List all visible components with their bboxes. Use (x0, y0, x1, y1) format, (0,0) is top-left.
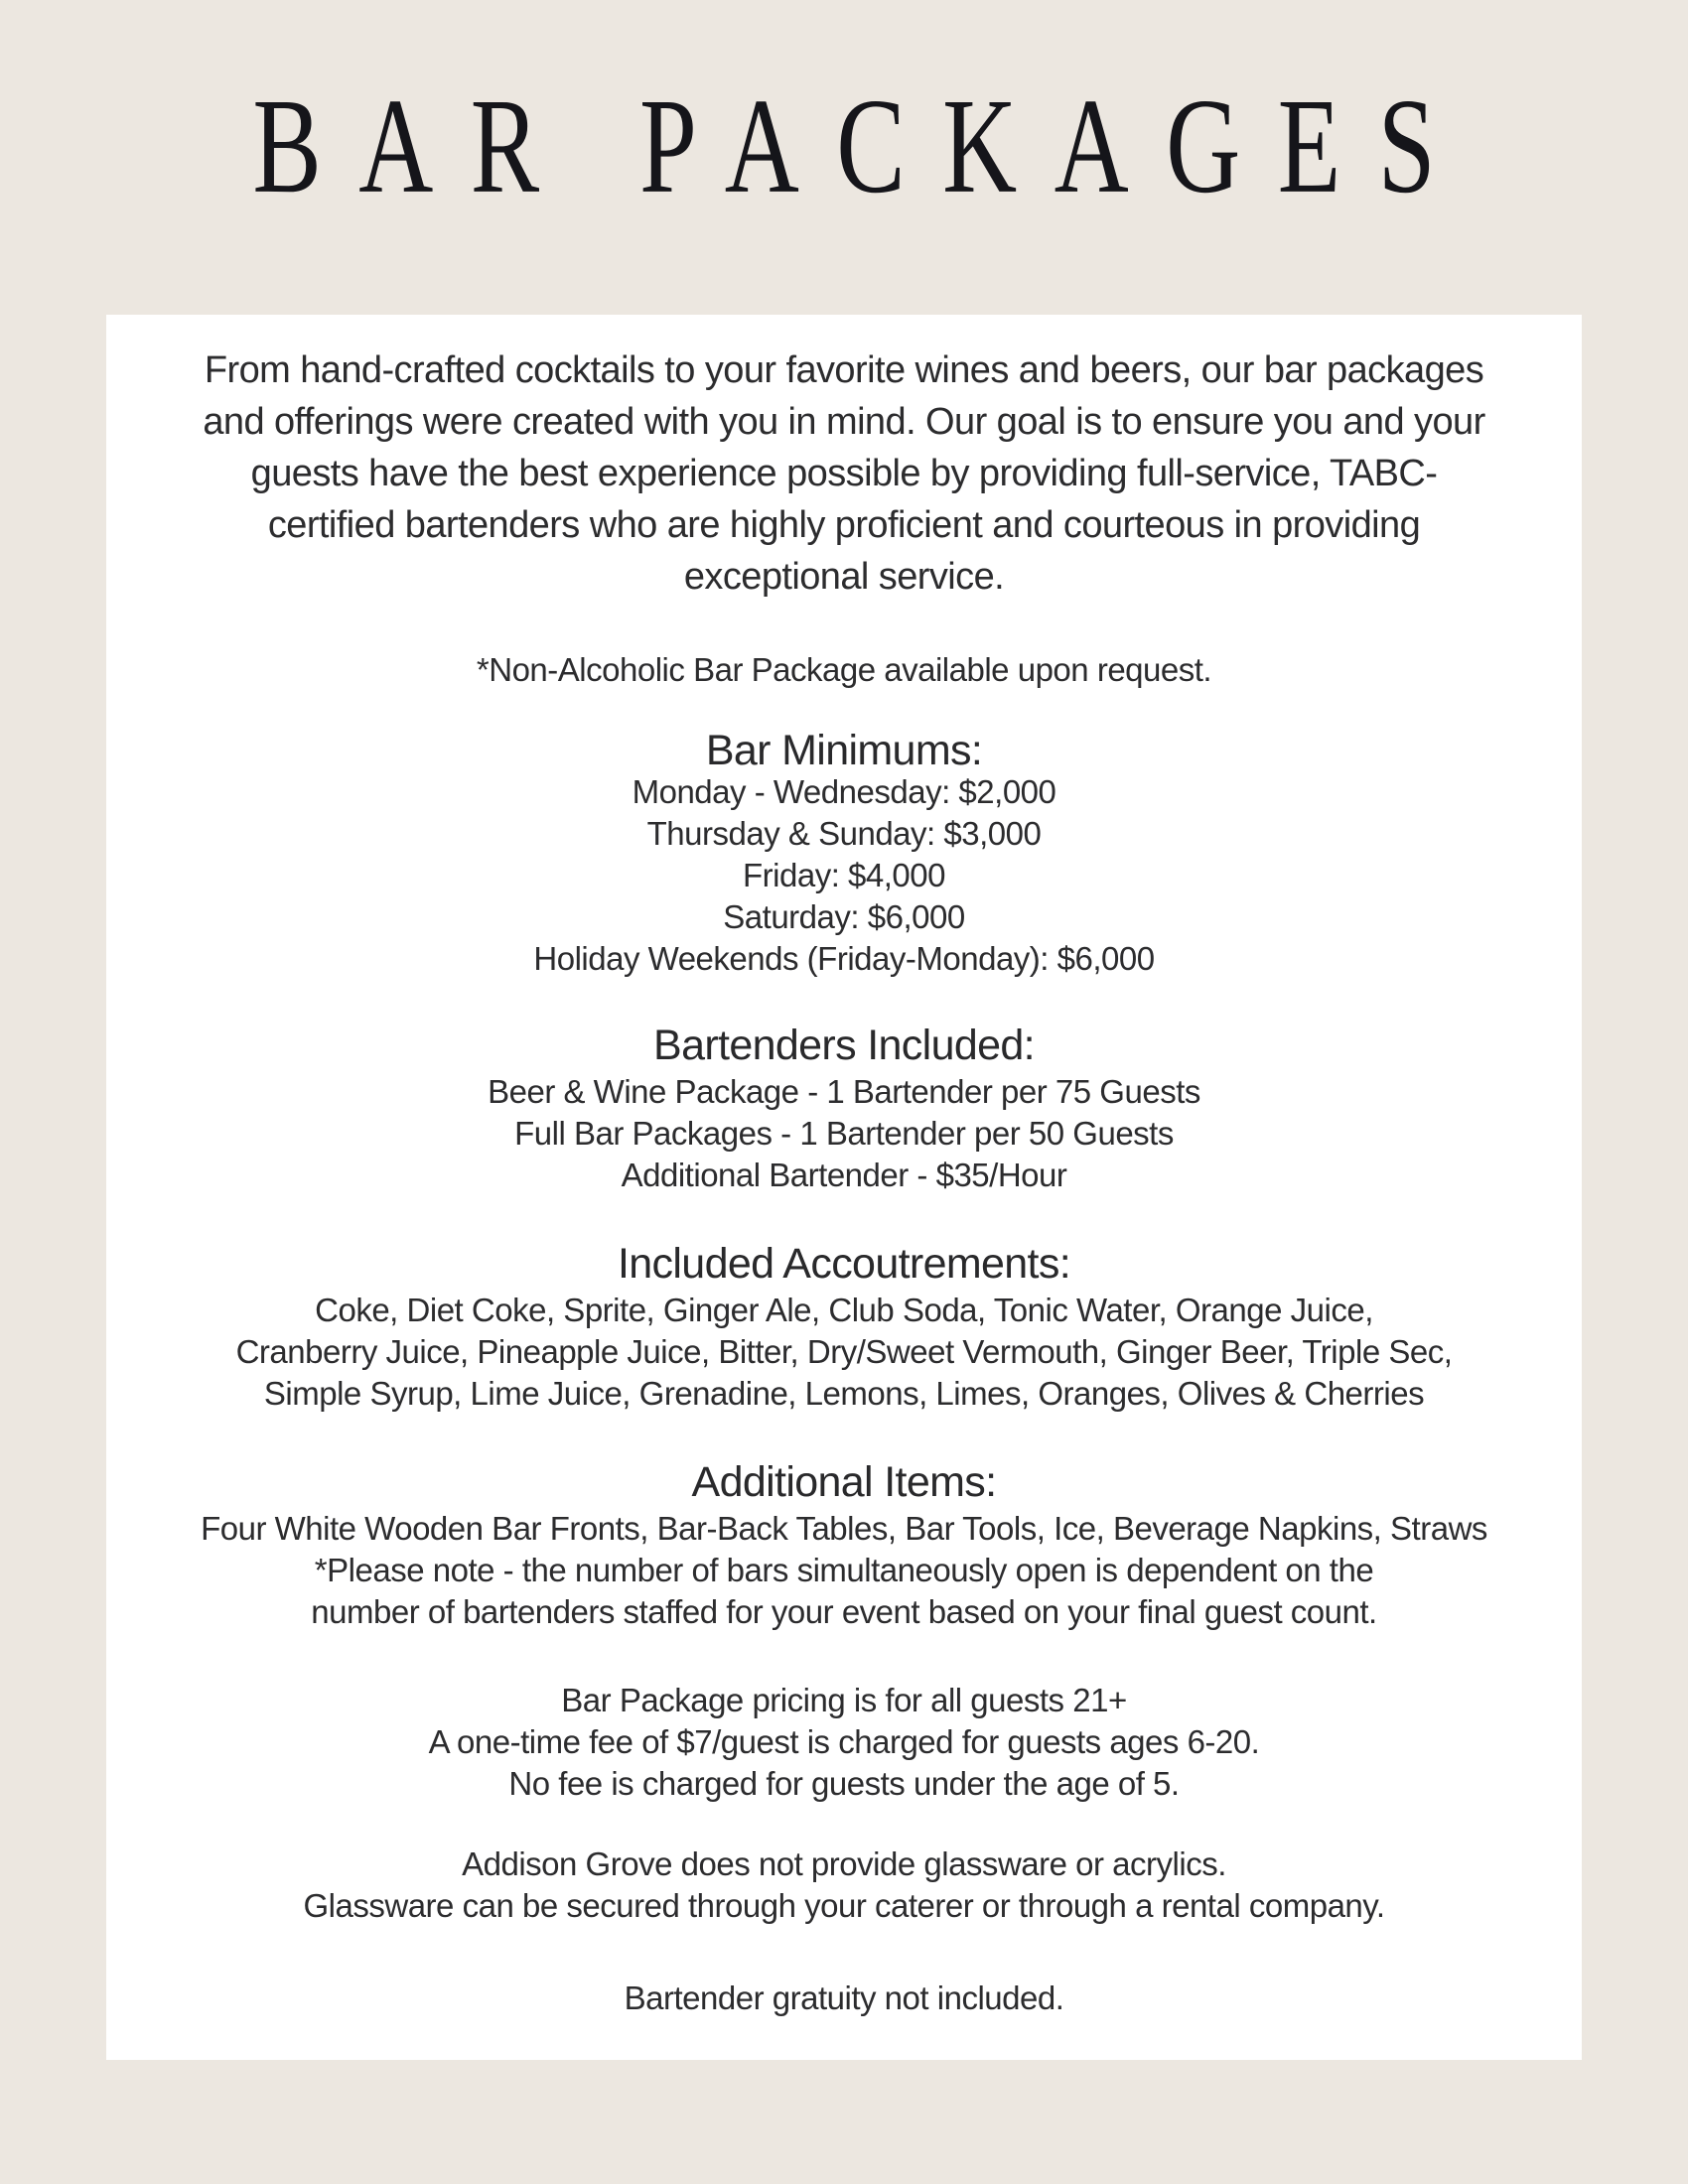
bar-minimum-item: Holiday Weekends (Friday-Monday): $6,000 (533, 940, 1155, 977)
pricing-note-line: Bar Package pricing is for all guests 21+ (561, 1682, 1127, 1718)
additional-item-line: Four White Wooden Bar Fronts, Bar-Back Tables, Bar Tools, Ice, Beverage Napkins, Straws (201, 1510, 1487, 1547)
intro-paragraph (106, 344, 1582, 603)
bartenders-included-list (106, 1071, 1582, 1196)
bartenders-included-heading (106, 1022, 1582, 1069)
intro-line: guests have the best experience possible by providing full-service, TABC- (250, 453, 1438, 494)
pricing-notes (106, 1680, 1582, 1805)
bar-minimum-item: Friday: $4,000 (742, 857, 946, 893)
glassware-notes (106, 1843, 1582, 1927)
gratuity-note-text: Bartender gratuity not included. (624, 1979, 1064, 2016)
bar-minimum-item: Monday - Wednesday: $2,000 (632, 773, 1056, 810)
bartender-item: Additional Bartender - $35/Hour (621, 1157, 1067, 1193)
content-card (106, 315, 1582, 2060)
additional-items-heading (106, 1458, 1582, 1506)
availability-note (106, 649, 1582, 691)
bartender-item: Beer & Wine Package - 1 Bartender per 75 Guests (488, 1073, 1200, 1110)
bar-minimums-list (106, 771, 1582, 980)
intro-line: certified bartenders who are highly proficient and courteous in providing (267, 504, 1421, 546)
additional-item-line: number of bartenders staffed for your event based on your final guest count. (311, 1593, 1377, 1630)
included-accoutrements-heading (106, 1240, 1582, 1288)
accoutrement-line: Coke, Diet Coke, Sprite, Ginger Ale, Club Soda, Tonic Water, Orange Juice, (315, 1292, 1373, 1328)
section-heading-text: Bartenders Included: (653, 1022, 1035, 1069)
accoutrement-line: Cranberry Juice, Pineapple Juice, Bitter, Dry/Sweet Vermouth, Ginger Beer, Triple Sec, (235, 1333, 1453, 1370)
intro-line: and offerings were created with you in mind. Our goal is to ensure you and your (203, 401, 1485, 443)
availability-note-text: *Non-Alcoholic Bar Package available upon request. (476, 651, 1212, 688)
included-accoutrements-list (106, 1290, 1582, 1415)
pricing-note-line: A one-time fee of $7/guest is charged for guests ages 6-20. (428, 1723, 1260, 1760)
bar-minimum-item: Thursday & Sunday: $3,000 (646, 815, 1042, 852)
page-title: BAR PACKAGES (252, 70, 1473, 222)
additional-item-line: *Please note - the number of bars simultaneously open is dependent on the (314, 1552, 1374, 1588)
gratuity-note (106, 1978, 1582, 2019)
glassware-note-line: Glassware can be secured through your caterer or through a rental company. (303, 1887, 1385, 1924)
pricing-note-line: No fee is charged for guests under the age of 5. (508, 1765, 1180, 1802)
accoutrement-line: Simple Syrup, Lime Juice, Grenadine, Lemons, Limes, Oranges, Olives & Cherries (263, 1375, 1425, 1412)
section-heading-text: Bar Minimums: (705, 727, 983, 774)
bartender-item: Full Bar Packages - 1 Bartender per 50 Guests (514, 1115, 1174, 1152)
intro-line: exceptional service. (683, 556, 1005, 598)
additional-items-list (106, 1508, 1582, 1633)
glassware-note-line: Addison Grove does not provide glassware or acrylics. (462, 1845, 1226, 1882)
bar-minimum-item: Saturday: $6,000 (723, 898, 965, 935)
intro-line: From hand-crafted cocktails to your favorite wines and beers, our bar packages (204, 349, 1484, 391)
section-heading-text: Additional Items: (691, 1458, 997, 1506)
bar-minimums-heading (106, 727, 1582, 774)
section-heading-text: Included Accoutrements: (617, 1240, 1071, 1288)
